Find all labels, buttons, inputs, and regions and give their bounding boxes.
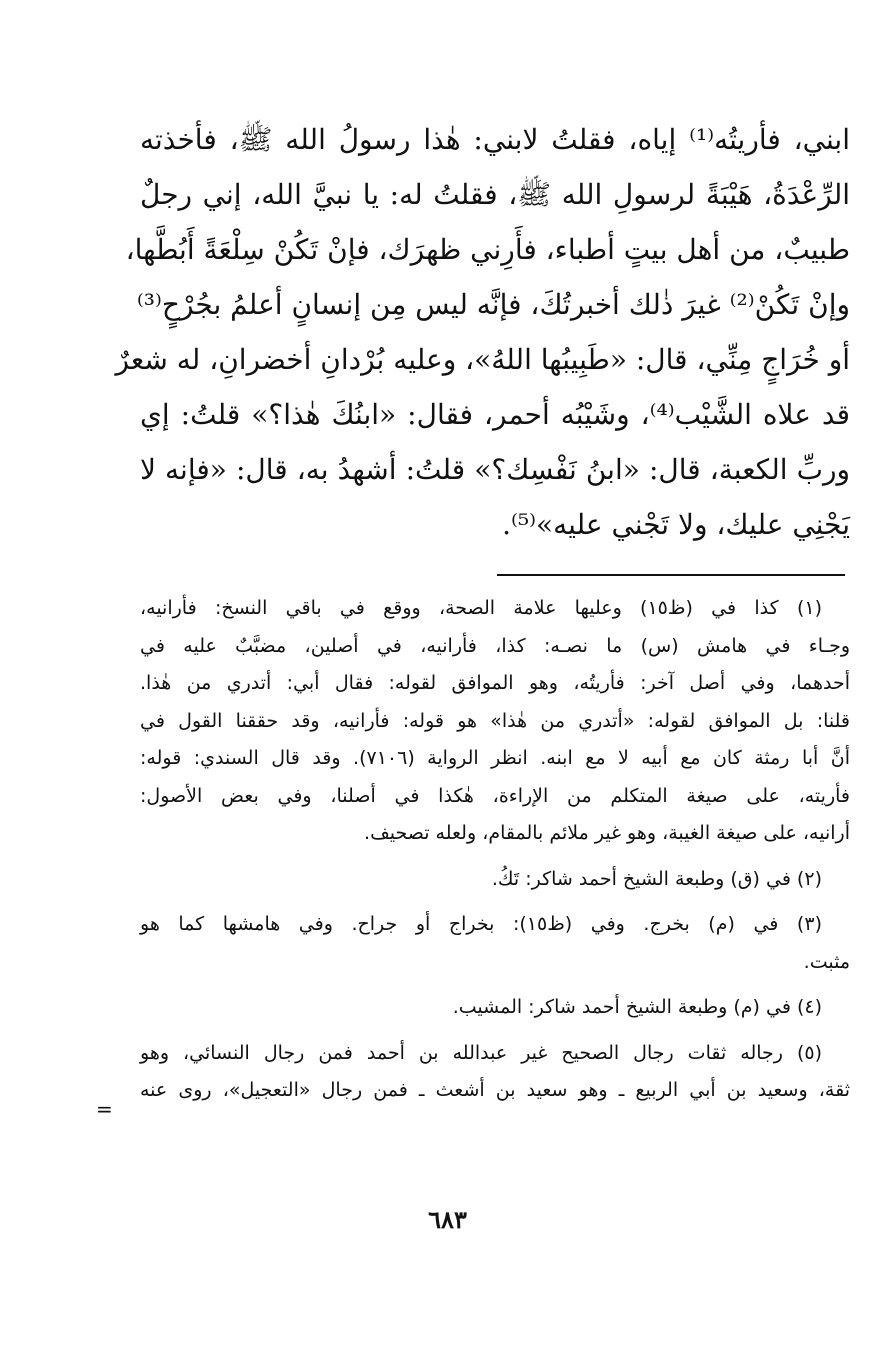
footnotes xyxy=(140,590,850,1110)
footnote-line: (٤) في (م) وطبعة الشيخ أحمد شاكر: المشيب. xyxy=(452,996,822,1018)
main-text-line: قد علاه الشَّيْب⁽⁴⁾، وشَيْبُه أحمر، فقال: «ابنُكَ هٰذا؟» قلتُ: إي xyxy=(140,398,850,431)
footnote-line: ثقة، وسعيد بن أبي الربيع ـ وهو سعيد بن أشعث ـ فمن رجال «التعجيل»، روى عنه xyxy=(140,1079,850,1101)
footnote-line: وجـاء في هامش (س) ما نصـه: كذا، فأرانيه، في أصلين، مضبَّبٌ عليه في xyxy=(140,634,850,657)
main-text-line: طبيبٌ، من أهل بيتٍ أطباء، فأَرِني ظهرَك، فإنْ تَكُنْ سِلْعَةً أَبُطَّها، xyxy=(125,233,850,266)
footnote-1 xyxy=(140,590,850,853)
footnote-gap xyxy=(140,981,850,989)
footnote-line: فأريته، على صيغة المتكلم من الإراءة، هٰكذا في أصلنا، وفي بعض الأصول: xyxy=(140,784,850,807)
footnote-line: أحدهما، وفي أصل آخر: فأريتُه، وهو الموافق لقوله: فقال أبي: أتدري من هٰذا. xyxy=(140,672,850,694)
footnote-line: (٣) في (م) بخرج. وفي (ظ١٥): بخراج أو جراح. وفي هامشها كما هو xyxy=(140,913,822,935)
main-text-line: يَجْنِي عليك، ولا تَجْني عليه»⁽⁵⁾. xyxy=(502,508,850,541)
footnote-3 xyxy=(140,906,850,981)
main-text-line: وإنْ تَكُنْ⁽²⁾ غيرَ ذٰلك أخبرتُكَ، فإنَّه ليس مِن إنسانٍ أعلمُ بجُرْحٍ⁽³⁾ xyxy=(136,288,850,321)
main-text-line: الرِّعْدَةُ، هَيْبَةً لرسولِ الله ﷺ، فقلتُ له: يا نبيَّ الله، إني رجلٌ xyxy=(140,178,850,211)
footnote-line: أرانيه، على صيغة الغيبة، وهو غير ملائم بالمقام، ولعله تصحيف. xyxy=(364,822,850,844)
footnote-5 xyxy=(140,1035,850,1110)
footnote-2 xyxy=(140,861,850,899)
footnote-separator xyxy=(497,574,845,576)
footnote-line: مثبت. xyxy=(803,950,850,973)
footnote-line: (٥) رجاله ثقات رجال الصحيح غير عبدالله بن أحمد فمن رجال النسائي، وهو xyxy=(140,1041,822,1064)
footnote-gap xyxy=(140,898,850,906)
main-text-line: أو خُرَاجٍ مِنِّي، قال: «طَبِيبُها اللهُ»، وعليه بُرْدانِ أخضرانِ، له شعرٌ xyxy=(115,343,850,376)
footnote-line: أنَّ أبا رمثة كان مع أبيه لا مع ابنه. انظر الرواية (٧١٠٦). وقد قال السندي: قوله: xyxy=(140,747,850,769)
footnote-line: قلنا: بل الموافق لقوله: «أتدري من هٰذا» هو قوله: فأرانيه، وقد حققنا القول في xyxy=(140,709,850,732)
footnote-gap xyxy=(140,1027,850,1035)
main-text-line: وربِّ الكعبة، قال: «ابنُ نَفْسِك؟» قلتُ: أشهدُ به، قال: «فإنه لا xyxy=(140,453,850,486)
footnote-line: (١) كذا في (ظ١٥) وعليها علامة الصحة، ووقع في باقي النسخ: فأرانيه، xyxy=(140,597,822,619)
main-text xyxy=(115,112,850,552)
continuation-mark: = xyxy=(96,1097,113,1121)
footnote-line: (٢) في (ق) وطبعة الشيخ أحمد شاكر: تَكُ. xyxy=(491,867,822,890)
footnote-4 xyxy=(140,989,850,1027)
main-text-line: ابني، فأريتُه⁽¹⁾ إياه، فقلتُ لابني: هٰذا رسولُ الله ﷺ، فأخذته xyxy=(140,123,850,156)
footnote-gap xyxy=(140,853,850,861)
page-number: ٦٨٣ xyxy=(428,1205,467,1234)
